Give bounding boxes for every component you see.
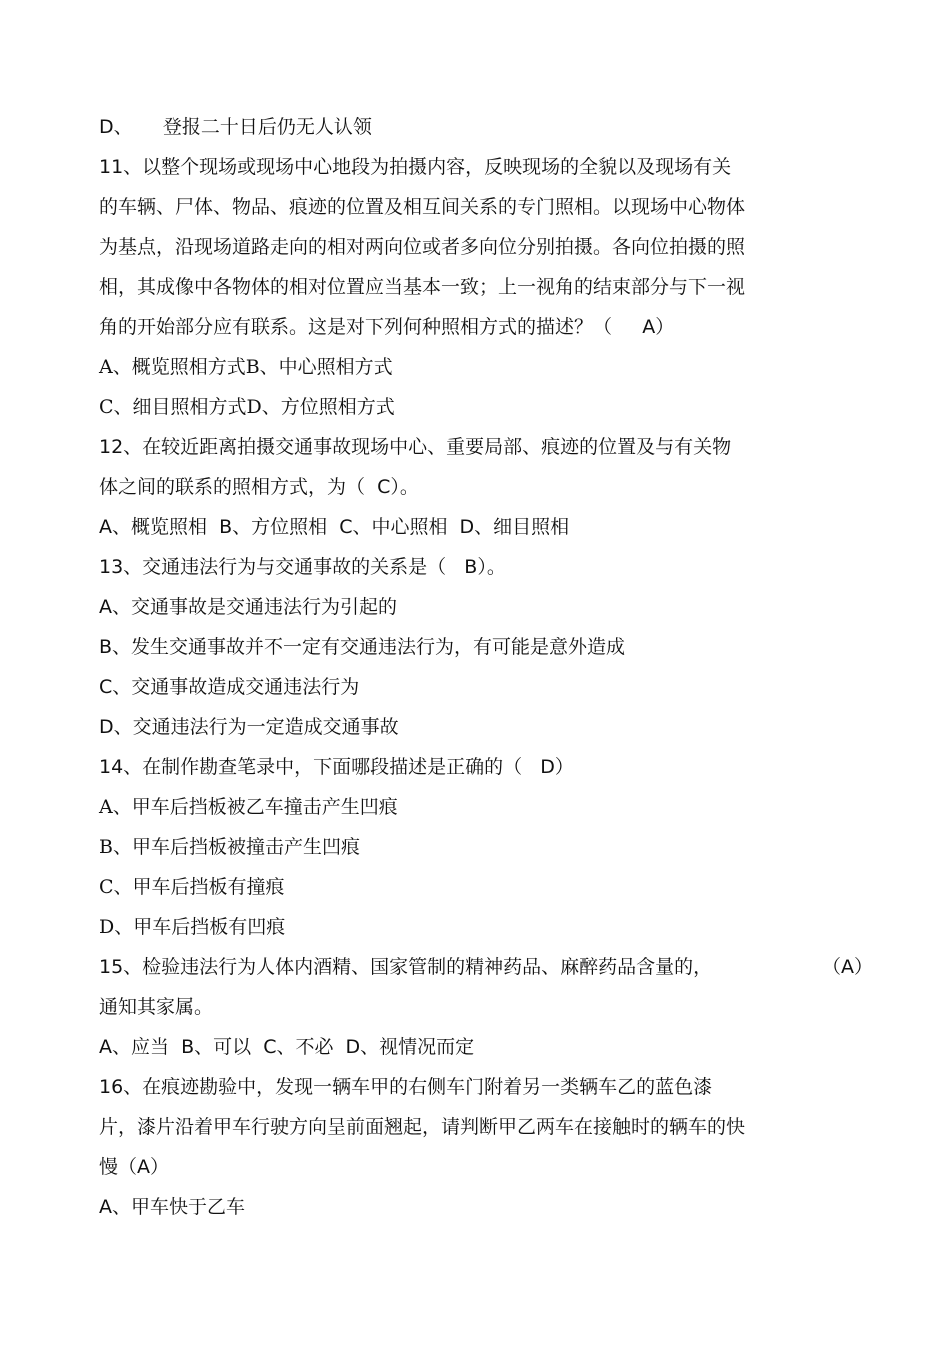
question-16-line-3: 慢（A） bbox=[99, 1156, 169, 1178]
question-15-line-1: 15、检验违法行为人体内酒精、国家管制的精神药品、麻醉药品含量的， bbox=[99, 956, 713, 978]
question-15-line-2: 通知其家属。 bbox=[99, 996, 214, 1018]
question-11-line-4: 相，其成像中各物体的相对位置应当基本一致；上一视角的结束部分与下一视 bbox=[99, 276, 746, 298]
question-13-option-b: B、发生交通事故并不一定有交通违法行为，有可能是意外造成 bbox=[99, 636, 626, 658]
question-16-line-1: 16、在痕迹勘验中，发现一辆车甲的右侧车门附着另一类辆车乙的蓝色漆 bbox=[99, 1076, 713, 1098]
question-13: 13、交通违法行为与交通事故的关系是（ B）。 bbox=[99, 556, 506, 578]
question-11-line-2: 的车辆、尸体、物品、痕迹的位置及相互间关系的专门照相。以现场中心物体 bbox=[99, 196, 746, 218]
question-15-options: A、应当 B、可以 C、不必 D、视情况而定 bbox=[99, 1036, 475, 1058]
question-13-option-d: D、交通违法行为一定造成交通事故 bbox=[99, 716, 399, 738]
option-d-q10: D、 登报二十日后仍无人认领 bbox=[99, 116, 372, 138]
question-16-line-2: 片，漆片沿着甲车行驶方向呈前面翘起，请判断甲乙两车在接触时的辆车的快 bbox=[99, 1116, 746, 1138]
question-11-line-1: 11、以整个现场或现场中心地段为拍摄内容，反映现场的全貌以及现场有关 bbox=[99, 156, 732, 178]
question-15-answer: （A） bbox=[822, 956, 873, 978]
question-16-option-a: A、甲车快于乙车 bbox=[99, 1196, 245, 1218]
question-13-option-c: C、交通事故造成交通违法行为 bbox=[99, 676, 360, 698]
question-12-line-1: 12、在较近距离拍摄交通事故现场中心、重要局部、痕迹的位置及与有关物 bbox=[99, 436, 732, 458]
question-14-option-c: C、甲车后挡板有撞痕 bbox=[99, 876, 285, 898]
question-12-options: A、概览照相 B、方位照相 C、中心照相 D、细目照相 bbox=[99, 516, 570, 538]
question-13-option-a: A、交通事故是交通违法行为引起的 bbox=[99, 596, 397, 618]
question-14-option-d: D、甲车后挡板有凹痕 bbox=[99, 916, 286, 938]
question-14-option-b: B、甲车后挡板被撞击产生凹痕 bbox=[99, 836, 360, 858]
question-11-line-3: 为基点，沿现场道路走向的相对两向位或者多向位分别拍摄。各向位拍摄的照 bbox=[99, 236, 746, 258]
question-11-options-ab: A、概览照相方式B、中心照相方式 bbox=[99, 356, 393, 378]
question-14-option-a: A、甲车后挡板被乙车撞击产生凹痕 bbox=[99, 796, 398, 818]
question-11-options-cd: C、细目照相方式D、方位照相方式 bbox=[99, 396, 395, 418]
question-11-line-5: 角的开始部分应有联系。这是对下列何种照相方式的描述？（ A） bbox=[99, 316, 675, 338]
question-14: 14、在制作勘查笔录中，下面哪段描述是正确的（ D） bbox=[99, 756, 574, 778]
question-12-line-2: 体之间的联系的照相方式，为（ C）。 bbox=[99, 476, 419, 498]
